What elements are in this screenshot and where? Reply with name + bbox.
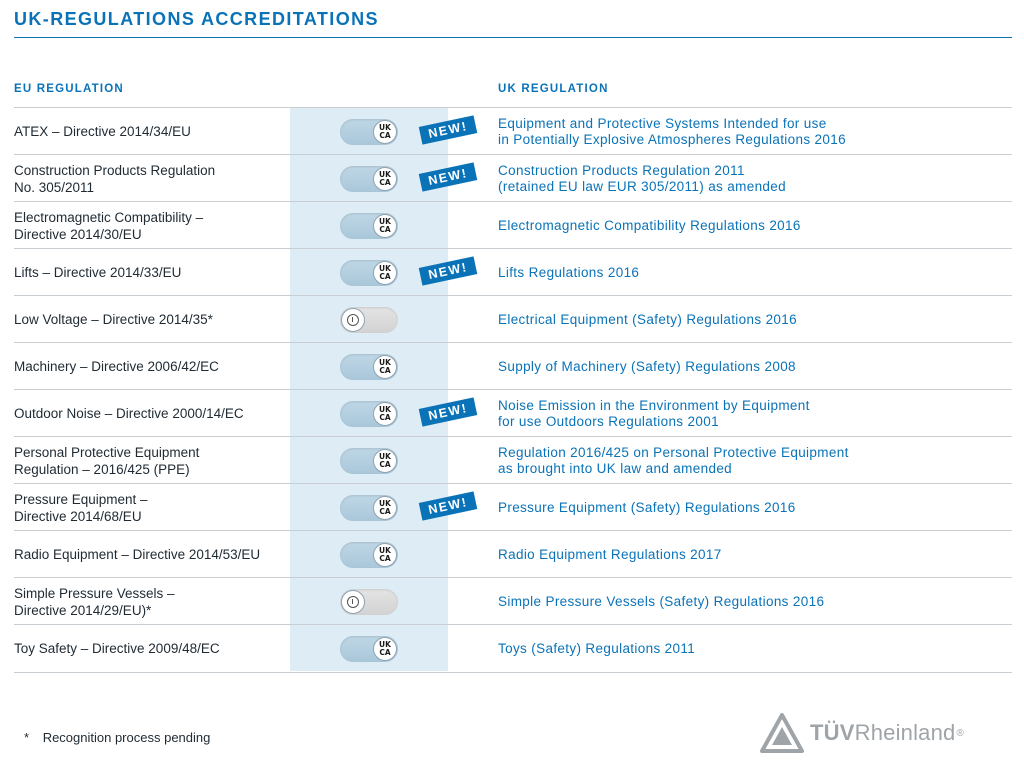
uk-regulation-cell: Toys (Safety) Regulations 2011 <box>498 640 696 656</box>
ukca-status-toggle <box>340 166 398 192</box>
new-badge: NEW! <box>419 397 478 426</box>
ukca-mark-icon <box>377 171 393 187</box>
header-uk-regulation: UK REGULATION <box>498 83 609 95</box>
eu-regulation-cell: ATEX – Directive 2014/34/EU <box>14 124 191 139</box>
ukca-mark-bottom: CA <box>379 131 391 140</box>
new-badge: NEW! <box>419 256 478 285</box>
eu-regulation-cell: Outdoor Noise – Directive 2000/14/EC <box>14 406 244 421</box>
new-badge: NEW! <box>419 115 478 144</box>
eu-regulation-cell: Simple Pressure Vessels – Directive 2014/29/EU)* <box>14 585 175 618</box>
eu-regulation-cell: Electromagnetic Compatibility – Directive 2014/30/EU <box>14 209 204 242</box>
uk-regulation-cell: Pressure Equipment (Safety) Regulations 2016 <box>498 499 796 515</box>
uk-regulation-cell: Noise Emission in the Environment by Equipment for use Outdoors Regulations 2001 <box>498 397 810 429</box>
pending-info-icon <box>347 596 359 608</box>
ukca-mark-bottom: CA <box>379 225 391 234</box>
ukca-status-toggle <box>340 448 398 474</box>
table-row <box>14 342 1012 390</box>
toggle-knob <box>373 355 397 379</box>
footnote <box>24 730 210 745</box>
footnote-text: Recognition process pending <box>42 730 211 745</box>
ukca-status-toggle <box>340 119 398 145</box>
registered-mark: ® <box>956 727 964 739</box>
eu-regulation-cell: Personal Protective Equipment Regulation – 2016/425 (PPE) <box>14 444 200 477</box>
title-divider <box>14 37 1012 38</box>
tuv-triangle-logo-icon <box>760 713 804 753</box>
ukca-mark-icon <box>377 641 393 657</box>
ukca-mark-top: UK <box>379 217 391 226</box>
footnote-marker: * <box>24 730 30 745</box>
ukca-mark-bottom: CA <box>379 554 391 563</box>
ukca-mark-icon <box>377 500 393 516</box>
table-row <box>14 389 1012 437</box>
toggle-knob <box>373 214 397 238</box>
toggle-knob <box>373 261 397 285</box>
ukca-status-toggle <box>340 636 398 662</box>
ukca-mark-top: UK <box>379 405 391 414</box>
uk-regulation-cell: Electromagnetic Compatibility Regulations 2016 <box>498 217 801 233</box>
toggle-knob <box>373 449 397 473</box>
table-row <box>14 436 1012 484</box>
ukca-mark-bottom: CA <box>379 366 391 375</box>
pending-status-toggle <box>340 589 398 615</box>
uk-regulation-cell: Electrical Equipment (Safety) Regulations 2016 <box>498 311 797 327</box>
pending-info-icon <box>347 314 359 326</box>
uk-regulation-cell: Radio Equipment Regulations 2017 <box>498 546 722 562</box>
uk-regulation-cell: Regulation 2016/425 on Personal Protective Equipment as brought into UK law and amended <box>498 444 849 476</box>
ukca-mark-bottom: CA <box>379 507 391 516</box>
uk-regulation-cell: Simple Pressure Vessels (Safety) Regulations 2016 <box>498 593 825 609</box>
toggle-knob <box>373 402 397 426</box>
eu-regulation-cell: Radio Equipment – Directive 2014/53/EU <box>14 547 261 562</box>
table-row <box>14 107 1012 155</box>
ukca-mark-icon <box>377 218 393 234</box>
table-row <box>14 201 1012 249</box>
ukca-mark-bottom: CA <box>379 648 391 657</box>
toggle-knob <box>373 496 397 520</box>
eu-regulation-cell: Machinery – Directive 2006/42/EC <box>14 359 219 374</box>
ukca-mark-bottom: CA <box>379 178 391 187</box>
pending-status-toggle <box>340 307 398 333</box>
toggle-knob <box>373 167 397 191</box>
ukca-status-toggle <box>340 354 398 380</box>
ukca-mark-top: UK <box>379 640 391 649</box>
ukca-mark-icon <box>377 406 393 422</box>
ukca-mark-top: UK <box>379 264 391 273</box>
page-title: UK-REGULATIONS ACCREDITATIONS <box>14 9 379 29</box>
eu-regulation-cell: Construction Products Regulation No. 305/2011 <box>14 162 216 195</box>
eu-regulation-cell: Toy Safety – Directive 2009/48/EC <box>14 641 220 656</box>
toggle-knob <box>341 590 365 614</box>
logo-wordmark <box>810 720 956 746</box>
ukca-mark-icon <box>377 453 393 469</box>
header-eu-regulation: EU REGULATION <box>14 83 124 95</box>
ukca-mark-top: UK <box>379 452 391 461</box>
new-badge: NEW! <box>419 491 478 520</box>
new-badge: NEW! <box>419 162 478 191</box>
ukca-mark-top: UK <box>379 546 391 555</box>
toggle-knob <box>373 543 397 567</box>
ukca-mark-bottom: CA <box>379 272 391 281</box>
table-row <box>14 624 1012 673</box>
table-row <box>14 248 1012 296</box>
eu-regulation-cell: Low Voltage – Directive 2014/35* <box>14 312 213 327</box>
ukca-status-toggle <box>340 213 398 239</box>
ukca-mark-icon <box>377 547 393 563</box>
ukca-mark-icon <box>377 265 393 281</box>
table-row <box>14 530 1012 578</box>
ukca-mark-top: UK <box>379 123 391 132</box>
ukca-status-toggle <box>340 542 398 568</box>
ukca-status-toggle <box>340 401 398 427</box>
ukca-mark-bottom: CA <box>379 413 391 422</box>
table-row <box>14 154 1012 202</box>
ukca-mark-icon <box>377 124 393 140</box>
tuv-rheinland-logo <box>760 711 964 755</box>
ukca-mark-bottom: CA <box>379 460 391 469</box>
eu-regulation-cell: Pressure Equipment – Directive 2014/68/EU <box>14 491 148 524</box>
ukca-mark-icon <box>377 359 393 375</box>
logo-tuv: TÜV <box>810 720 855 745</box>
toggle-knob <box>341 308 365 332</box>
ukca-status-toggle <box>340 260 398 286</box>
toggle-knob <box>373 120 397 144</box>
logo-rheinland: Rheinland <box>854 720 956 745</box>
table-row <box>14 483 1012 531</box>
uk-regulation-cell: Lifts Regulations 2016 <box>498 264 640 280</box>
table-row <box>14 295 1012 343</box>
eu-regulation-cell: Lifts – Directive 2014/33/EU <box>14 265 182 280</box>
uk-regulation-cell: Construction Products Regulation 2011 (retained EU law EUR 305/2011) as amended <box>498 162 787 194</box>
ukca-mark-top: UK <box>379 499 391 508</box>
ukca-status-toggle <box>340 495 398 521</box>
ukca-mark-top: UK <box>379 170 391 179</box>
toggle-knob <box>373 637 397 661</box>
uk-regulation-cell: Supply of Machinery (Safety) Regulations 2008 <box>498 358 796 374</box>
ukca-mark-top: UK <box>379 358 391 367</box>
uk-regulation-cell: Equipment and Protective Systems Intended for use in Potentially Explosive Atmospheres Regulations 2016 <box>498 115 846 147</box>
table-row <box>14 577 1012 625</box>
